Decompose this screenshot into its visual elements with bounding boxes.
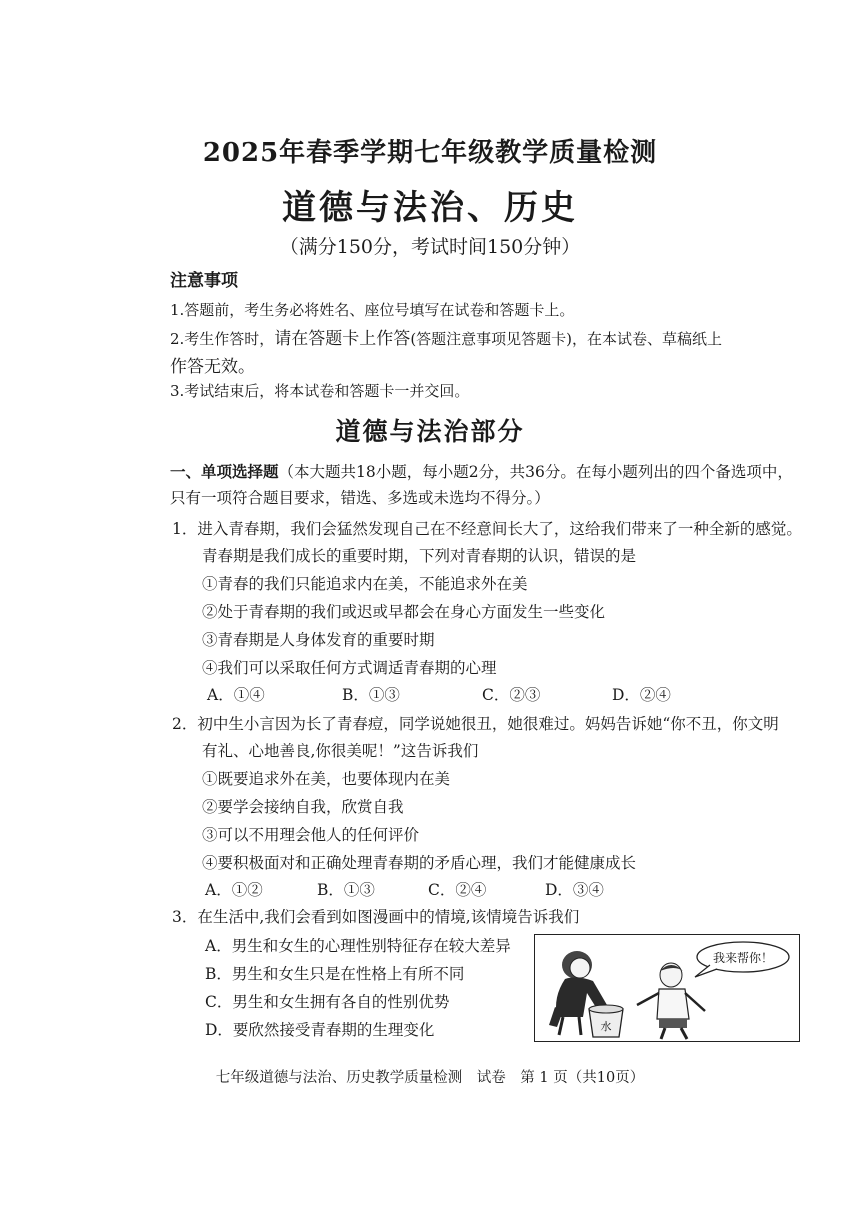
cartoon-drawing: [535, 935, 798, 1040]
page-footer: 七年级道德与法治、历史教学质量检测 试卷 第 1 页（共10页）: [215, 1070, 645, 1086]
q1-item-4: ④我们可以采取任何方式调适青春期的心理: [202, 659, 497, 677]
notice-item-2-part1: 2.考生作答时，: [170, 330, 275, 348]
q1-option-a: A．①④: [207, 686, 265, 704]
q2-option-a: A．①②: [205, 881, 263, 899]
q1-option-d: D．②④: [612, 686, 671, 704]
bucket-label: 水: [600, 1020, 612, 1033]
q2-option-d: D．③④: [545, 881, 604, 899]
notice-item-1: 1.答题前，考生务必将姓名、座位号填写在试卷和答题卡上。: [170, 301, 575, 319]
section-title: 道德与法治部分: [335, 417, 525, 446]
q2-stem-line1: 2．初中生小言因为长了青春痘，同学说她很丑，她很难过。妈妈告诉她“你不丑，你文明: [172, 715, 779, 733]
q1-stem-line1: 1．进入青春期，我们会猛然发现自己在不经意间长大了，这给我们带来了一种全新的感觉。: [172, 520, 802, 538]
notice-item-2-part3: (答题注意事项见答题卡)，在本试卷、草稿纸上: [410, 330, 723, 348]
q2-item-3: ③可以不用理会他人的任何评价: [202, 826, 420, 844]
q1-item-1: ①青春的我们只能追求内在美，不能追求外在美: [202, 575, 528, 593]
exam-title: 2025年春季学期七年级教学质量检测: [202, 138, 658, 168]
q2-item-1: ①既要追求外在美，也要体现内在美: [202, 770, 451, 788]
q3-stem: 3．在生活中,我们会看到如图漫画中的情境,该情境告诉我们: [172, 908, 580, 926]
part1-intro: [170, 460, 793, 482]
part1-heading: 一、单项选择题: [170, 463, 279, 481]
q1-item-2: ②处于青春期的我们或迟或早都会在身心方面发生一些变化: [202, 603, 606, 621]
q2-item-2: ②要学会接纳自我，欣赏自我: [202, 798, 404, 816]
bucket: [589, 1005, 623, 1037]
notice-item-2-line2: 作答无效。: [170, 357, 255, 377]
q2-item-4: ④要积极面对和正确处理青春期的矛盾心理，我们才能健康成长: [202, 854, 637, 872]
q1-item-3: ③青春期是人身体发育的重要时期: [202, 631, 435, 649]
boy-figure: [637, 963, 705, 1039]
notice-item-2-emphasis: 请在答题卡上作答: [274, 329, 411, 349]
cartoon-illustration: [534, 934, 800, 1042]
q1-option-b: B．①③: [342, 686, 400, 704]
q1-stem-line2: 青春期是我们成长的重要时期，下列对青春期的认识，错误的是: [202, 547, 637, 565]
q3-option-a: A．男生和女生的心理性别特征存在较大差异: [205, 937, 511, 955]
q3-option-d: D．要欣然接受青春期的生理变化: [205, 1021, 435, 1039]
q1-option-c: C．②③: [482, 686, 541, 704]
part1-desc-line2: 只有一项符合题目要求，错选、多选或未选均不得分。）: [170, 489, 550, 507]
exam-subtitle: （满分150分，考试时间150分钟）: [279, 236, 581, 258]
q3-option-c: C．男生和女生拥有各自的性别优势: [205, 993, 450, 1011]
q2-stem-line2: 有礼、心地善良,你很美呢！”这告诉我们: [202, 742, 479, 760]
speech-text: 我来帮你！: [712, 951, 774, 965]
notice-heading: 注意事项: [170, 271, 238, 291]
subject-title: 道德与法治、历史: [282, 188, 578, 228]
q2-option-b: B．①③: [317, 881, 375, 899]
notice-item-2: [170, 324, 722, 349]
q3-option-b: B．男生和女生只是在性格上有所不同: [205, 965, 465, 983]
q2-option-c: C．②④: [428, 881, 487, 899]
part1-desc-line1: （本大题共18小题，每小题2分，共36分。在每小题列出的四个备选项中，: [278, 463, 793, 481]
notice-item-3: 3.考试结束后，将本试卷和答题卡一并交回。: [170, 382, 470, 400]
